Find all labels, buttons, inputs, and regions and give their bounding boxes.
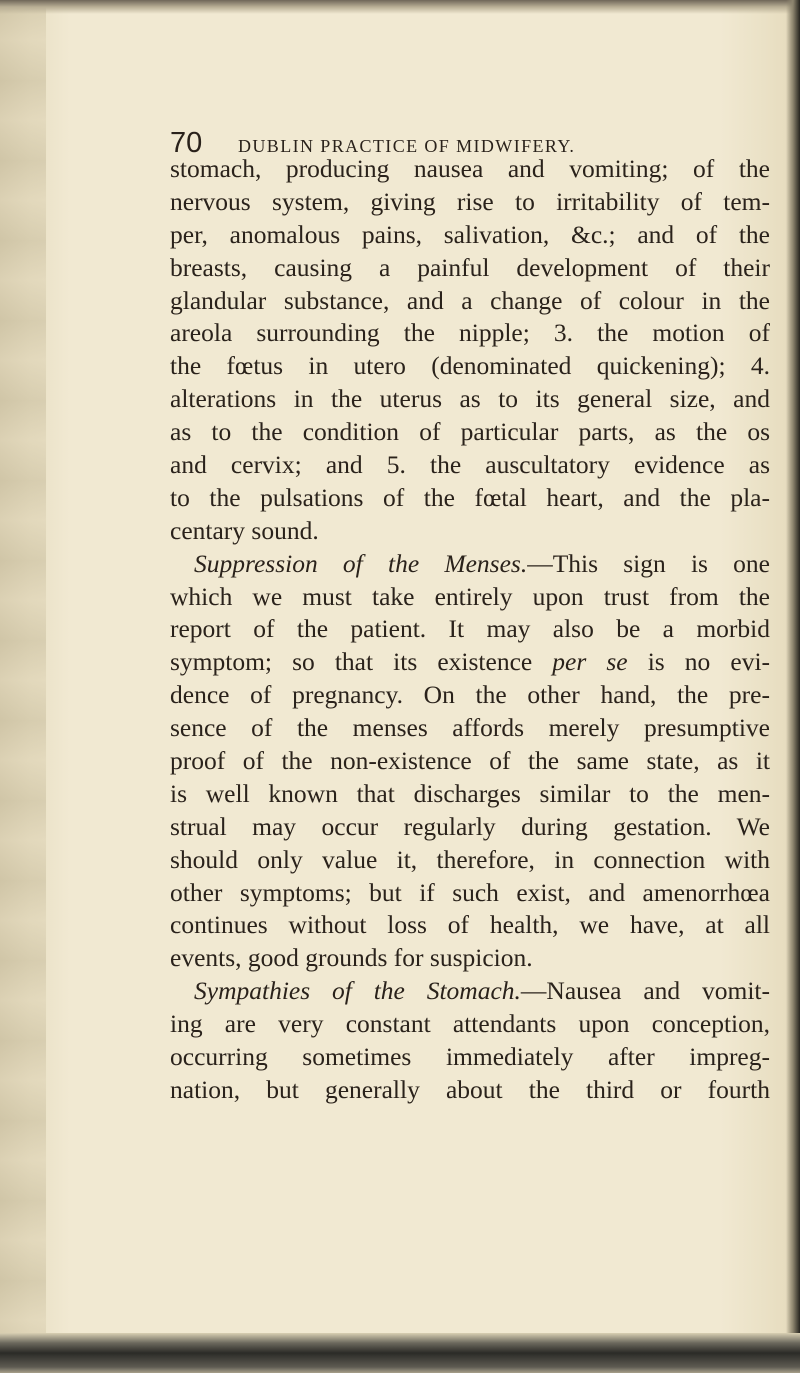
section-heading-sympathies: Sympathies of the Stomach. [194,976,521,1006]
body-text [170,153,770,1107]
right-page-edge [786,0,800,1373]
text-line: to the pulsations of the fœtal heart, and the pla- [170,482,770,512]
text-line: other symptoms; but if such exist, and amenorrhœa [170,877,770,907]
text-line: is well known that discharges similar to the men- [170,778,770,808]
text-line: as to the condition of particular parts, as the os [170,417,770,447]
running-head: DUBLIN PRACTICE OF MIDWIFERY. [238,136,576,156]
text-line: report of the patient. It may also be a morbid [170,614,770,644]
text-line: occurring sometimes immediately after impreg- [170,1042,770,1072]
text-line: continues without loss of health, we have, at all [170,910,770,940]
text-line: dence of pregnancy. On the other hand, the pre- [170,680,770,710]
bottom-page-edge [0,1333,800,1373]
text-line: centary sound. [170,515,319,545]
text-line: sence of the menses affords merely presumptive [170,713,770,743]
text-fragment: is no evi- [647,647,771,677]
text-line: events, good grounds for suspicion. [170,943,533,973]
text-line: which we must take entirely upon trust from the [170,581,770,611]
top-page-edge [0,0,800,14]
text-line: the fœtus in utero (denominated quickening); 4. [170,351,770,381]
section-heading-line [170,548,770,581]
text-line: per, anomalous pains, salivation, &c.; and of the [170,219,770,249]
text-line: areola surrounding the nipple; 3. the motion of [170,318,770,348]
text-line: nervous system, giving rise to irritability of tem- [170,186,770,216]
text-line: stomach, producing nausea and vomiting; of the [170,154,770,183]
text-line: alterations in the uterus as to its general size, and [170,384,770,414]
text-line: glandular substance, and a change of colour in the [170,285,770,315]
text-line: proof of the non-existence of the same state, as it [170,746,770,776]
text-fragment: —Nausea and vomit- [520,976,771,1006]
binding-gutter [0,0,46,1373]
text-fragment: symptom; so that its existence [170,647,533,677]
text-line: breasts, causing a painful development of their [170,252,770,282]
text-fragment: —This sign is one [527,548,770,578]
text-line: and cervix; and 5. the auscultatory evidence as [170,450,770,480]
text-line: strual may occur regularly during gestation. We [170,811,770,841]
text-line: should only value it, therefore, in connection with [170,844,770,874]
section-heading-line [170,975,770,1008]
page-number: 70 [170,127,203,159]
italic-phrase: per se [552,647,628,677]
section-heading-suppression: Suppression of the Menses. [194,548,528,578]
text-line: ing are very constant attendants upon conception, [170,1009,770,1039]
text-line: nation, but generally about the third or fourth [170,1074,770,1104]
text-line [170,646,770,679]
